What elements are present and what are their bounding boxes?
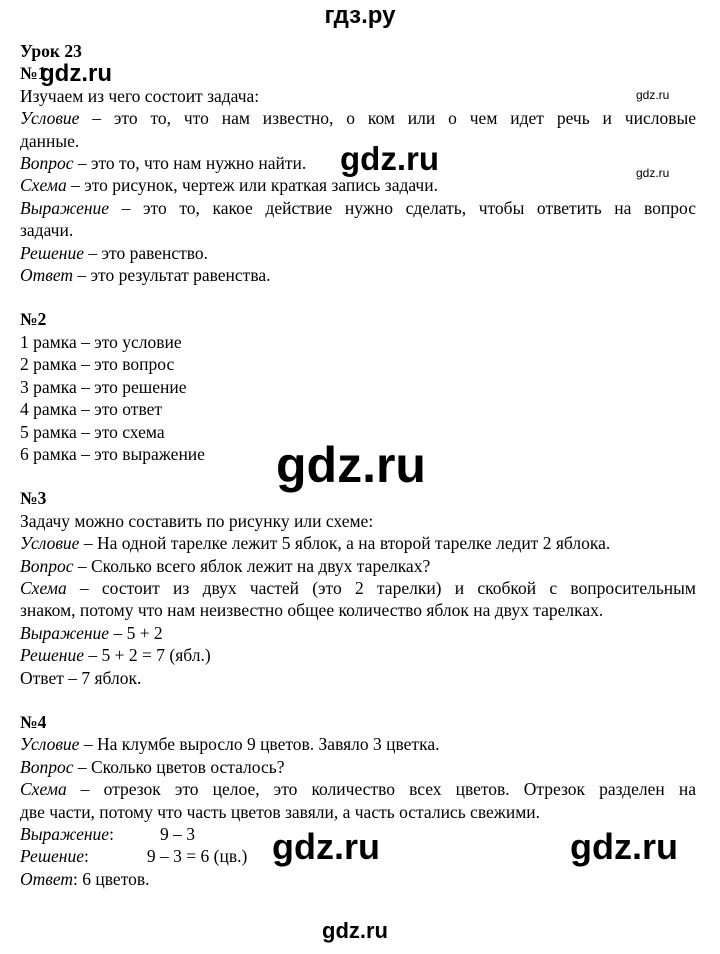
list-item: 5 рамка – это схема	[20, 421, 165, 442]
term-expression: Выражение	[20, 622, 110, 643]
section-1-line-expression-cont: задачи.	[20, 220, 74, 241]
term-scheme: Схема	[20, 577, 67, 598]
watermark: gdz.ru	[340, 140, 439, 177]
text-answer: : 6 цветов.	[73, 868, 150, 889]
section-3-line-solution	[20, 644, 696, 666]
colon: :	[109, 824, 114, 844]
value-expression: 9 – 3	[159, 824, 195, 844]
section-3-line-answer: Ответ – 7 яблок.	[20, 667, 142, 688]
section-4-line-answer	[20, 868, 696, 890]
definition-scheme: – это рисунок, чертеж или краткая запись задачи.	[66, 175, 438, 196]
list-item: 6 рамка – это выражение	[20, 443, 205, 464]
section-3-line-question	[20, 555, 696, 577]
section-1-line-solution	[20, 242, 696, 264]
section-1-line-condition-cont: данные.	[20, 130, 80, 151]
term-solution: Решение	[20, 645, 85, 666]
section-1-line-answer	[20, 264, 696, 286]
section-1-intro: Изучаем из чего состоит задача:	[20, 85, 260, 106]
watermark: gdz.ru	[322, 918, 388, 943]
section-3-line-condition	[20, 532, 696, 554]
text-scheme: – отрезок это целое, это количество всех цветов. Отрезок разделен на	[66, 779, 696, 800]
term-solution: Решение	[20, 846, 85, 867]
term-condition: Условие	[20, 108, 80, 129]
watermark: gdz.ru	[272, 826, 380, 867]
definition-question: – это то, что нам нужно найти.	[73, 153, 307, 174]
section-4-line-condition	[20, 733, 696, 755]
list-item: 1 рамка – это условие	[20, 331, 182, 352]
section-4-title: №4	[20, 711, 47, 732]
term-answer: Ответ	[20, 868, 74, 889]
definition-answer: – это результат равенства.	[73, 265, 271, 286]
text-condition: – На клумбе выросло 9 цветов. Завяло 3 цветка.	[79, 734, 440, 755]
section-3-intro: Задачу можно составить по рисунку или схеме:	[20, 510, 374, 531]
watermark: gdz.ru	[570, 826, 678, 867]
section-4-line-scheme	[20, 778, 696, 800]
section-1-line-expression	[20, 197, 696, 219]
colon: :	[84, 846, 89, 867]
term-expression: Выражение	[20, 824, 110, 844]
text-solution: – 5 + 2 = 7 (ябл.)	[84, 645, 211, 666]
value-solution: 9 – 3 = 6 (цв.)	[146, 846, 248, 867]
section-1-title: №1	[20, 63, 47, 84]
list-item: 4 рамка – это ответ	[20, 399, 163, 420]
watermark: gdz.ru	[40, 60, 112, 87]
text-question: – Сколько цветов осталось?	[73, 756, 285, 777]
watermark: gdz.ru	[636, 166, 670, 180]
term-question: Вопрос	[20, 555, 74, 576]
term-answer: Ответ	[20, 265, 74, 286]
text-question: – Сколько всего яблок лежит на двух тарелках?	[73, 555, 431, 576]
watermark: gdz.ru	[276, 437, 426, 493]
text-condition: – На одной тарелке лежит 5 яблок, а на второй тарелке ледит 2 яблока.	[79, 533, 611, 554]
section-1-line-condition	[20, 107, 696, 129]
lesson-title: Урок 23	[20, 41, 82, 61]
list-item: 3 рамка – это решение	[20, 376, 187, 397]
section-3-line-scheme	[20, 577, 696, 599]
section-2-title: №2	[20, 309, 47, 330]
list-item: 2 рамка – это вопрос	[20, 354, 175, 375]
section-4-line-question	[20, 756, 696, 778]
definition-condition: – это то, что нам известно, о ком или о чем идет речь и числовые	[79, 108, 696, 129]
definition-solution: – это равенство.	[84, 242, 209, 263]
term-scheme: Схема	[20, 175, 67, 196]
term-expression: Выражение	[20, 197, 110, 218]
text-expression: – 5 + 2	[109, 622, 163, 643]
section-3-line-expression	[20, 622, 696, 644]
site-header: гдз.ру	[324, 2, 396, 29]
watermark: gdz.ru	[636, 88, 670, 102]
section-3-title: №3	[20, 488, 47, 509]
term-condition: Условие	[20, 533, 80, 554]
term-solution: Решение	[20, 242, 85, 263]
section-3-line-scheme-cont: знаком, потому что нам неизвестно общее количество яблок на двух тарелках.	[20, 600, 604, 621]
section-4-line-scheme-cont: две части, потому что часть цветов завяли, а часть остались свежими.	[20, 801, 541, 822]
term-question: Вопрос	[20, 153, 74, 174]
text-scheme: – состоит из двух частей (это 2 тарелки) и скобкой с вопросительным	[66, 577, 696, 598]
definition-expression: – это то, какое действие нужно сделать, чтобы ответить на вопрос	[109, 197, 696, 218]
term-scheme: Схема	[20, 779, 67, 800]
term-condition: Условие	[20, 734, 80, 755]
term-question: Вопрос	[20, 756, 74, 777]
